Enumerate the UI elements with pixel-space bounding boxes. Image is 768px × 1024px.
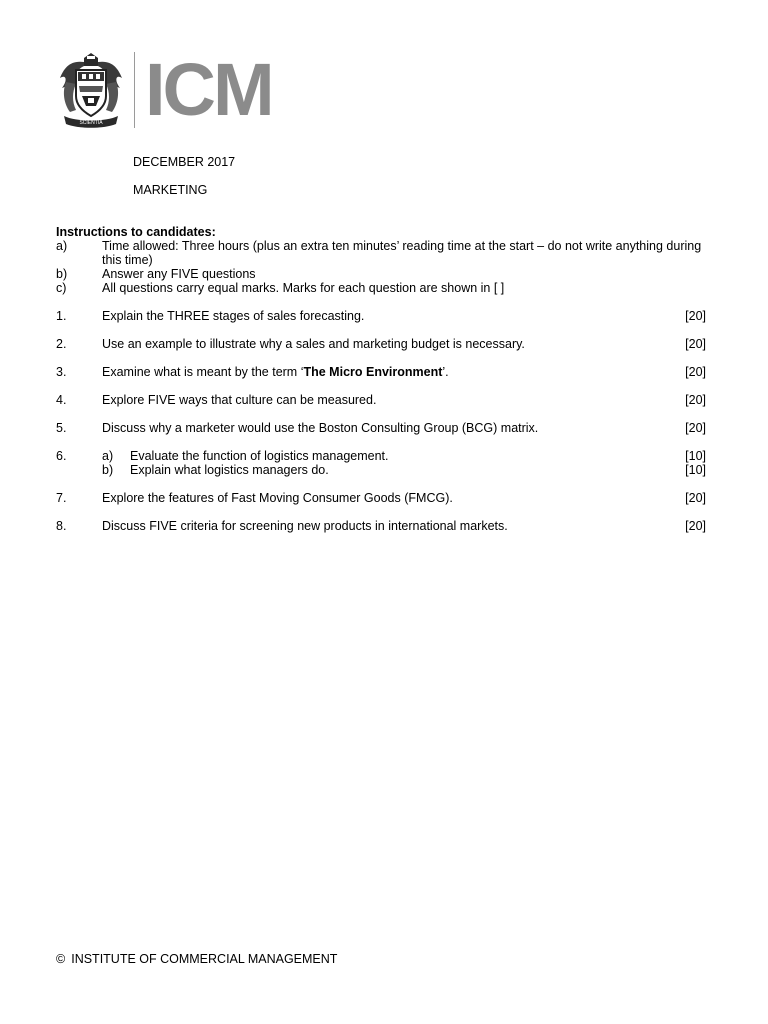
- copyright-icon: ©: [56, 952, 66, 966]
- question-part: [102, 449, 706, 463]
- question-marks: [20]: [685, 393, 706, 407]
- question-2: [56, 337, 706, 351]
- question-8: [56, 519, 706, 533]
- question-marks: [20]: [685, 519, 706, 533]
- question-text-start: Examine what is meant by the term ‘: [102, 365, 304, 379]
- question-number: 6.: [56, 449, 67, 463]
- question-marks: [20]: [685, 421, 706, 435]
- question-part-letter: b): [102, 463, 114, 477]
- question-3: [56, 365, 706, 379]
- question-text: Discuss why a marketer would use the Boston Consulting Group (BCG) matrix.: [102, 421, 539, 435]
- logo-divider: [134, 52, 135, 128]
- question-marks: [20]: [685, 337, 706, 351]
- question-number: 4.: [56, 393, 67, 407]
- question-4: [56, 393, 706, 407]
- instructions-block: [56, 225, 706, 295]
- instruction-text: Time allowed: Three hours (plus an extra ten minutes’ reading time at the start – do not write anything during this time): [102, 239, 702, 267]
- question-part-marks: [10]: [685, 449, 706, 463]
- icm-logo-text: ICM: [145, 48, 272, 131]
- question-text: Explore the features of Fast Moving Consumer Goods (FMCG).: [102, 491, 453, 505]
- question-6: [56, 449, 706, 477]
- instruction-item: [56, 281, 706, 295]
- question-number: 1.: [56, 309, 67, 323]
- question-marks: [20]: [685, 491, 706, 505]
- question-part-text: Evaluate the function of logistics management.: [130, 449, 389, 463]
- footer-copyright: [56, 952, 337, 967]
- footer-organisation: INSTITUTE OF COMMERCIAL MANAGEMENT: [71, 952, 338, 966]
- instruction-item: [56, 239, 706, 267]
- crest-motto: SCIENTIA: [79, 120, 103, 126]
- instruction-text: All questions carry equal marks. Marks for each question are shown in [ ]: [102, 281, 505, 295]
- instruction-item: [56, 267, 706, 281]
- question-text: Use an example to illustrate why a sales and marketing budget is necessary.: [102, 337, 525, 351]
- question-part-letter: a): [102, 449, 114, 463]
- instructions-title: Instructions to candidates:: [56, 225, 216, 239]
- question-number: 2.: [56, 337, 67, 351]
- question-part-text: Explain what logistics managers do.: [130, 463, 329, 477]
- question-term: The Micro Environment: [303, 365, 443, 379]
- questions-list: [56, 309, 706, 547]
- question-number: 7.: [56, 491, 67, 505]
- question-7: [56, 491, 706, 505]
- question-text: Explain the THREE stages of sales forecasting.: [102, 309, 365, 323]
- question-number: 8.: [56, 519, 67, 533]
- question-number: 5.: [56, 421, 67, 435]
- instruction-letter: c): [56, 281, 67, 295]
- question-1: [56, 309, 706, 323]
- question-marks: [20]: [685, 365, 706, 379]
- instruction-text: Answer any FIVE questions: [102, 267, 256, 281]
- question-part: [102, 463, 706, 477]
- exam-date: DECEMBER 2017: [133, 155, 236, 169]
- question-text: Discuss FIVE criteria for screening new products in international markets.: [102, 519, 508, 533]
- question-text-end: ’.: [442, 365, 449, 379]
- instruction-letter: a): [56, 239, 68, 253]
- question-part-marks: [10]: [685, 463, 706, 477]
- exam-subject: MARKETING: [133, 183, 208, 197]
- question-text: Explore FIVE ways that culture can be measured.: [102, 393, 377, 407]
- instruction-letter: b): [56, 267, 68, 281]
- question-number: 3.: [56, 365, 67, 379]
- question-marks: [20]: [685, 309, 706, 323]
- crest-logo-icon: [58, 52, 124, 130]
- question-5: [56, 421, 706, 435]
